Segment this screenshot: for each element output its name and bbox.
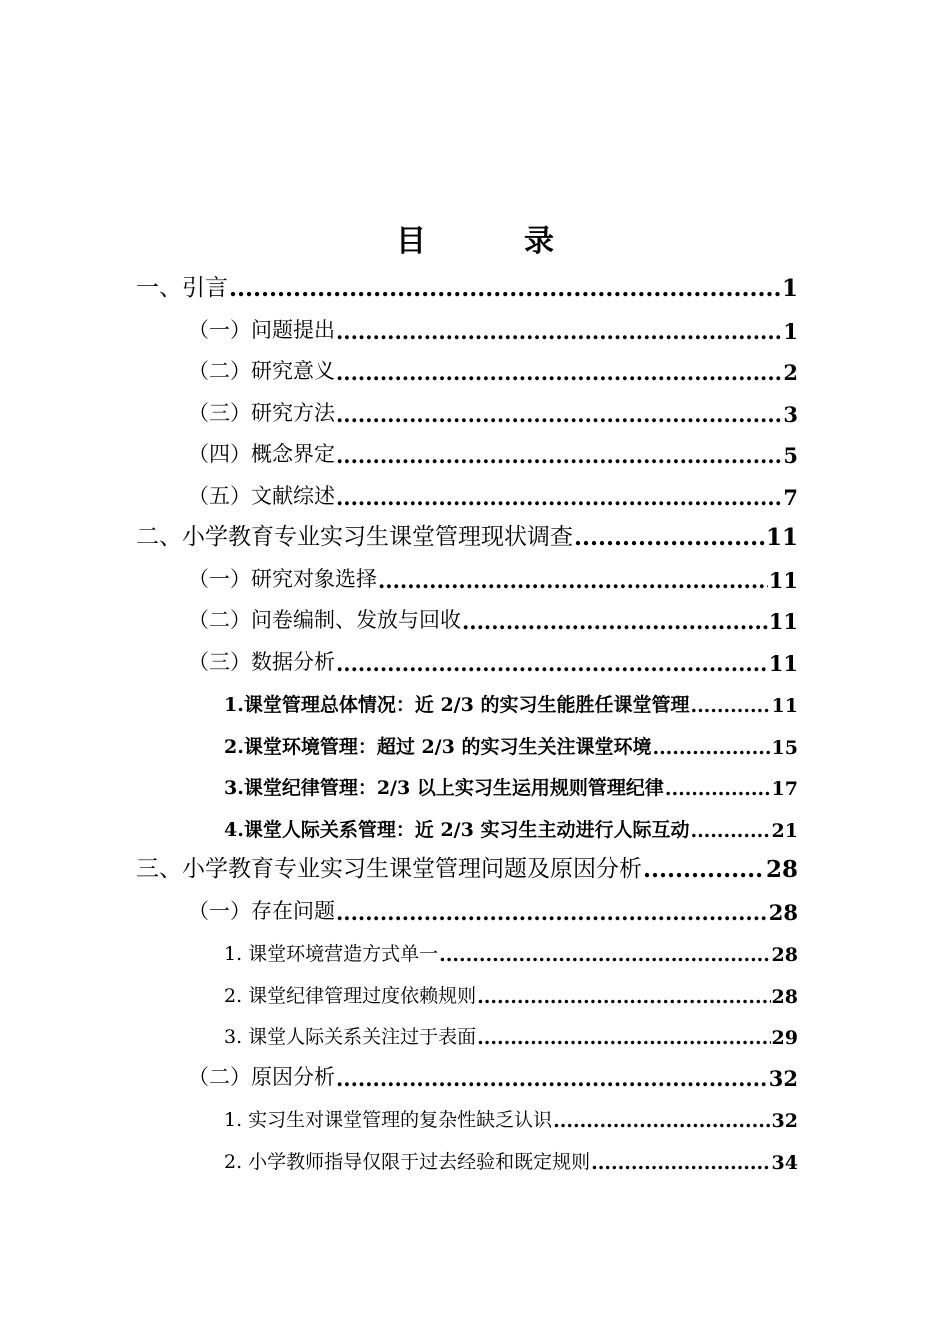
toc-leader-dots bbox=[665, 778, 771, 800]
toc-leader-dots bbox=[574, 524, 765, 551]
toc-entry[interactable] bbox=[224, 725, 798, 759]
toc-page-number: 11 bbox=[768, 651, 798, 676]
toc-leader-dots bbox=[462, 609, 768, 634]
toc-leader-dots bbox=[336, 485, 782, 510]
toc-entry-text: 2. 课堂纪律管理过度依赖规则 bbox=[224, 985, 477, 1007]
toc-entry[interactable] bbox=[188, 351, 798, 385]
toc-entry[interactable] bbox=[188, 1057, 798, 1091]
toc-entry-text: （二）研究意义 bbox=[188, 359, 335, 383]
toc-page-number: 32 bbox=[771, 1110, 798, 1132]
toc-page-number: 28 bbox=[771, 944, 798, 966]
toc-entry[interactable] bbox=[188, 393, 798, 427]
toc-leader-dots bbox=[477, 1027, 770, 1049]
toc-entry[interactable] bbox=[224, 1015, 798, 1049]
toc-leader-dots bbox=[591, 1152, 770, 1174]
toc-entry[interactable] bbox=[188, 891, 798, 925]
toc-leader-dots bbox=[336, 1066, 768, 1091]
toc-entry[interactable] bbox=[224, 1098, 798, 1132]
toc-leader-dots bbox=[336, 360, 782, 385]
toc-entry-text: 3. 课堂人际关系关注过于表面 bbox=[224, 1026, 477, 1048]
toc-leader-dots bbox=[690, 695, 770, 717]
toc-entry[interactable] bbox=[188, 434, 798, 468]
toc-leader-dots bbox=[336, 651, 768, 676]
toc-entry[interactable] bbox=[224, 1140, 798, 1174]
toc-entry-text: （二）问卷编制、发放与回收 bbox=[188, 608, 461, 632]
toc-entry[interactable] bbox=[224, 974, 798, 1008]
toc-leader-dots bbox=[652, 737, 770, 759]
toc-entry-text: （一）问题提出 bbox=[188, 318, 335, 342]
toc-leader-dots bbox=[553, 1110, 770, 1132]
toc-leader-dots bbox=[229, 275, 781, 302]
toc-page-number: 11 bbox=[765, 524, 798, 551]
toc-page-number: 29 bbox=[771, 1027, 798, 1049]
toc-entry-text: 2.课堂环境管理：超过 2/3 的实习生关注课堂环境 bbox=[224, 736, 652, 758]
toc-entry-text: 1. 实习生对课堂管理的复杂性缺乏认识 bbox=[224, 1109, 553, 1131]
toc-entry-text: （三）数据分析 bbox=[188, 650, 335, 674]
toc-entry-text: （一）存在问题 bbox=[188, 899, 335, 923]
toc-entry-text: 4.课堂人际关系管理：近 2/3 实习生主动进行人际互动 bbox=[224, 819, 690, 841]
toc-entry-text: （四）概念界定 bbox=[188, 442, 335, 466]
toc-entry[interactable] bbox=[224, 808, 798, 842]
toc-page-number: 17 bbox=[771, 778, 798, 800]
toc-leader-dots bbox=[690, 820, 770, 842]
toc-page-number: 5 bbox=[783, 443, 798, 468]
toc-entry-text: 1. 课堂环境营造方式单一 bbox=[224, 943, 439, 965]
toc-page-number: 21 bbox=[771, 820, 798, 842]
toc-page-number: 15 bbox=[771, 737, 798, 759]
toc-page-number: 28 bbox=[768, 900, 798, 925]
toc-page-number: 11 bbox=[771, 695, 798, 717]
toc-entry-text: 一、引言 bbox=[136, 275, 228, 301]
toc-leader-dots bbox=[336, 443, 782, 468]
toc-page-number: 34 bbox=[771, 1152, 798, 1174]
toc-entry-text: 3.课堂纪律管理：2/3 以上实习生运用规则管理纪律 bbox=[224, 777, 664, 799]
toc-entry-text: 二、小学教育专业实习生课堂管理现状调查 bbox=[136, 524, 573, 550]
toc-entry[interactable] bbox=[136, 268, 798, 302]
toc-page-number: 1 bbox=[781, 275, 798, 302]
toc-leader-dots bbox=[336, 319, 782, 344]
toc-entry[interactable] bbox=[224, 932, 798, 966]
toc-entry-text: （五）文献综述 bbox=[188, 484, 335, 508]
toc-leader-dots bbox=[477, 986, 770, 1008]
toc-entry[interactable] bbox=[188, 310, 798, 344]
toc-entry-text: 2. 小学教师指导仅限于过去经验和既定规则 bbox=[224, 1151, 591, 1173]
toc-page-number: 28 bbox=[765, 856, 798, 883]
toc-entry-text: （二）原因分析 bbox=[188, 1065, 335, 1089]
toc-leader-dots bbox=[439, 944, 770, 966]
toc-page-number: 3 bbox=[783, 402, 798, 427]
toc-leader-dots bbox=[336, 402, 782, 427]
toc-entry-text: （一）研究对象选择 bbox=[188, 567, 377, 591]
toc-page-number: 2 bbox=[783, 360, 798, 385]
toc-entry[interactable] bbox=[188, 600, 798, 634]
toc-page-number: 11 bbox=[768, 568, 798, 593]
toc-leader-dots bbox=[378, 568, 768, 593]
toc-entry[interactable] bbox=[136, 517, 798, 551]
toc-title: 目 录 bbox=[396, 224, 588, 259]
toc-page-number: 32 bbox=[768, 1066, 798, 1091]
toc-entry-text: 1.课堂管理总体情况：近 2/3 的实习生能胜任课堂管理 bbox=[224, 694, 690, 716]
toc-page-number: 7 bbox=[783, 485, 798, 510]
toc-entry[interactable] bbox=[224, 766, 798, 800]
toc-entry[interactable] bbox=[188, 642, 798, 676]
toc-page-number: 1 bbox=[783, 319, 798, 344]
toc-entry[interactable] bbox=[224, 683, 798, 717]
toc-entry-text: 三、小学教育专业实习生课堂管理问题及原因分析 bbox=[136, 856, 642, 882]
toc-entry-text: （三）研究方法 bbox=[188, 401, 335, 425]
toc-leader-dots bbox=[336, 900, 768, 925]
toc-leader-dots bbox=[643, 856, 765, 883]
toc-page-number: 28 bbox=[771, 986, 798, 1008]
toc-entry[interactable] bbox=[188, 476, 798, 510]
toc-page-number: 11 bbox=[768, 609, 798, 634]
toc-entry[interactable] bbox=[188, 559, 798, 593]
toc-entry[interactable] bbox=[136, 849, 798, 883]
